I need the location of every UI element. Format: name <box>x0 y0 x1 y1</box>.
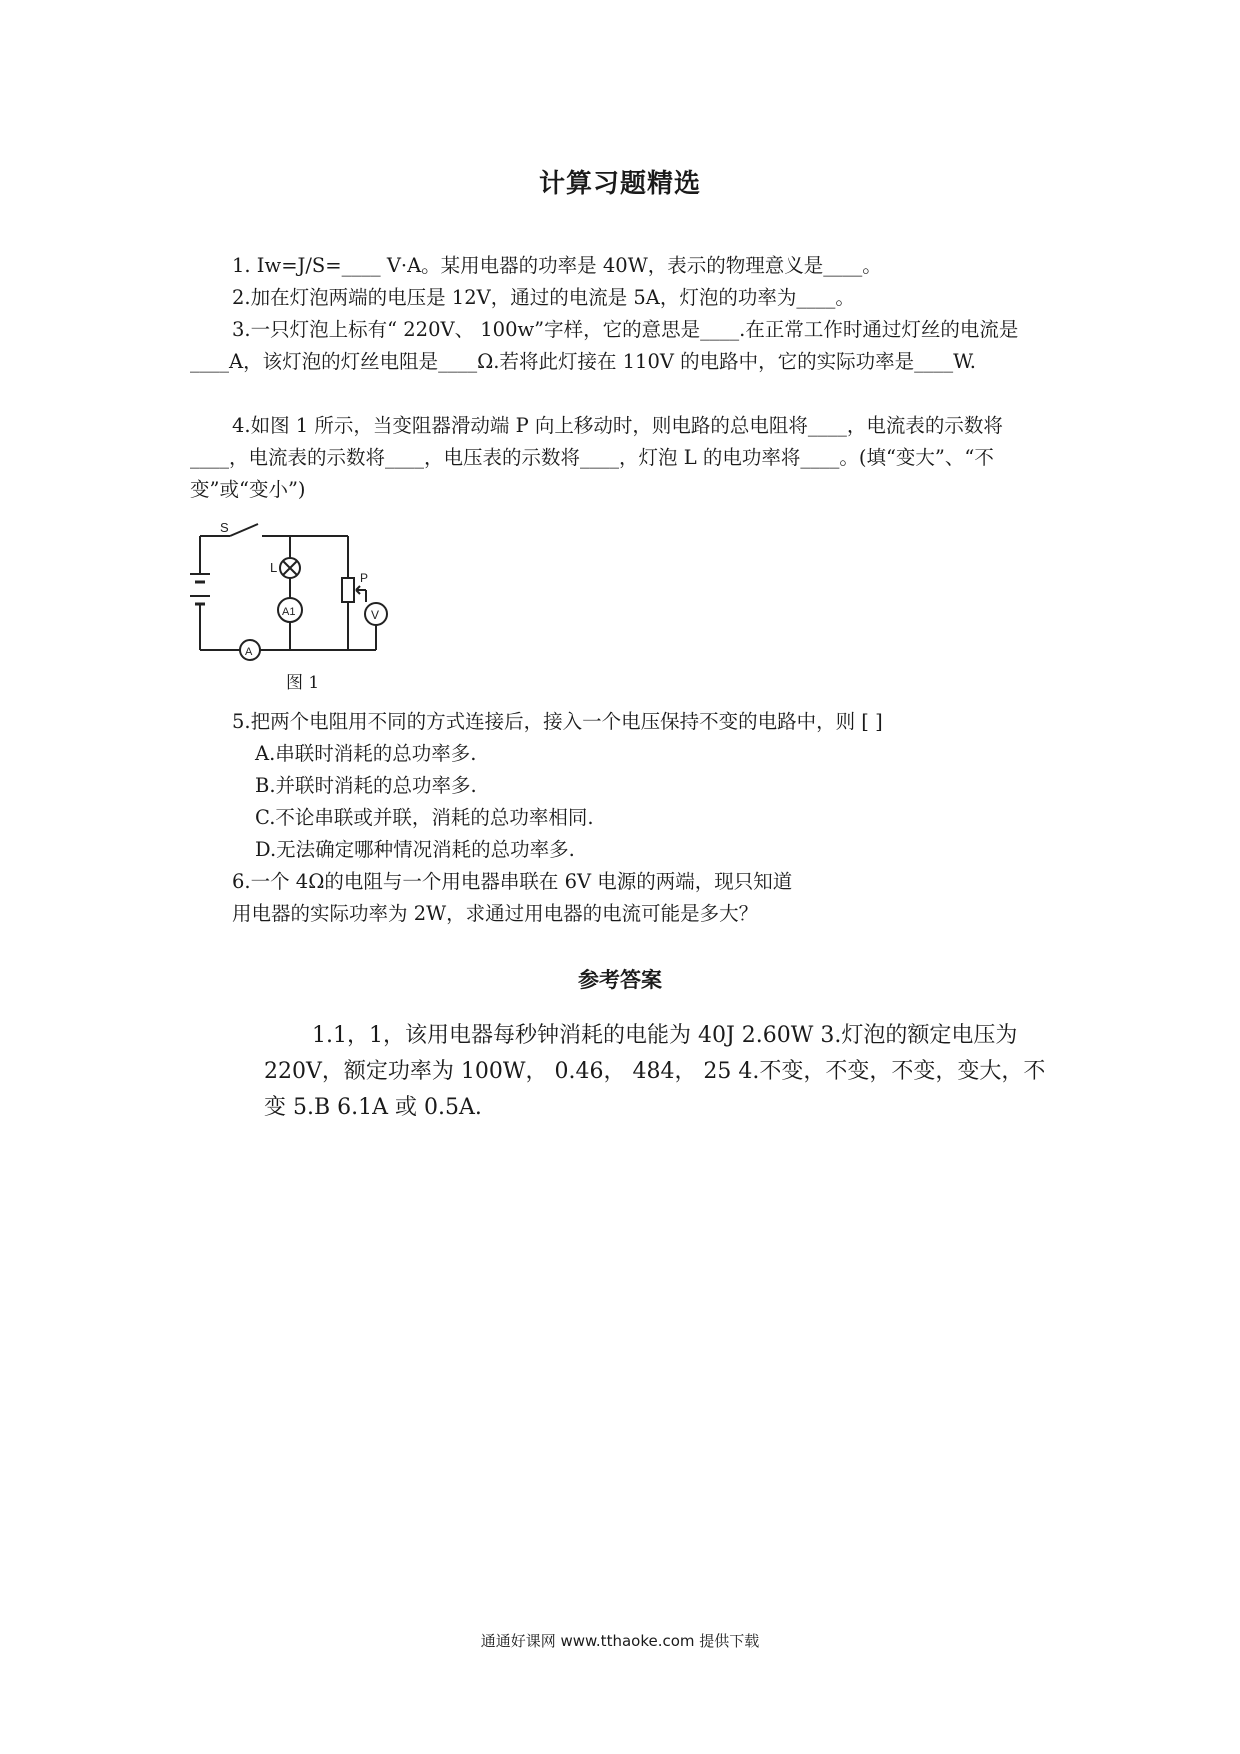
question-3 <box>190 314 1060 378</box>
question-4-text: 4.如图 1 所示，当变阻器滑动端 P 向上移动时，则电路的总电阻将____，电流表的示数将____，电流表的示数将____，电压表的示数将____，灯泡 L 的电功率将____。(填“变大”、“不变”或“变小”) <box>190 414 1003 501</box>
answers-title: 参考答案 <box>578 968 662 992</box>
lamp-label: L <box>270 560 278 575</box>
answers-text: 1.1，1，该用电器每秒钟消耗的电能为 40J 2.60W 3.灯泡的额定电压为 220V，额定功率为 100W， 0.46， 484， 25 4.不变，不变，不变，变大，不变 5.B 6.1A 或 0.5A. <box>264 1023 1046 1120</box>
question-2-text: 2.加在灯泡两端的电压是 12V，通过的电流是 5A，灯泡的功率为____。 <box>232 286 855 309</box>
question-6 <box>232 866 1102 930</box>
question-4 <box>190 410 1060 506</box>
circuit-figure <box>190 522 400 686</box>
slider-label: P <box>360 571 369 585</box>
ammeter1-label: A1 <box>282 606 296 618</box>
voltmeter-label: V <box>371 608 380 622</box>
option-a: A.串联时消耗的总功率多. <box>255 742 477 765</box>
question-1-text: 1. Iw=J/S=____ V·A。某用电器的功率是 40W，表示的物理意义是____。 <box>232 254 882 277</box>
question-5 <box>190 706 1060 738</box>
switch-label: S <box>220 522 229 535</box>
circuit-diagram <box>190 522 400 682</box>
page-title: 计算习题精选 <box>538 169 701 199</box>
option-c: C.不论串联或并联，消耗的总功率相同. <box>255 806 594 829</box>
question-2 <box>190 282 1060 314</box>
ammeter-label: A <box>245 646 253 658</box>
question-6-line1: 6.一个 4Ω的电阻与一个用电器串联在 6V 电源的两端，现只知道 <box>232 870 793 893</box>
question-3-text: 3.一只灯泡上标有“ 220V、 100w”字样，它的意思是____.在正常工作时通过灯丝的电流是____A，该灯泡的灯丝电阻是____Ω.若将此灯接在 110V 的电路中，它的实际功率是____W. <box>190 318 1019 373</box>
option-b: B.并联时消耗的总功率多. <box>255 774 477 797</box>
figure-caption: 图 1 <box>286 673 320 693</box>
question-1 <box>190 250 1060 282</box>
footer-text: 通通好课网 www.tthaoke.com 提供下载 <box>480 1632 760 1650</box>
option-d: D.无法确定哪种情况消耗的总功率多. <box>255 838 575 861</box>
question-5-text: 5.把两个电阻用不同的方式连接后，接入一个电压保持不变的电路中，则 [ ] <box>232 710 883 733</box>
question-6-line2: 用电器的实际功率为 2W，求通过用电器的电流可能是多大？ <box>232 902 759 925</box>
